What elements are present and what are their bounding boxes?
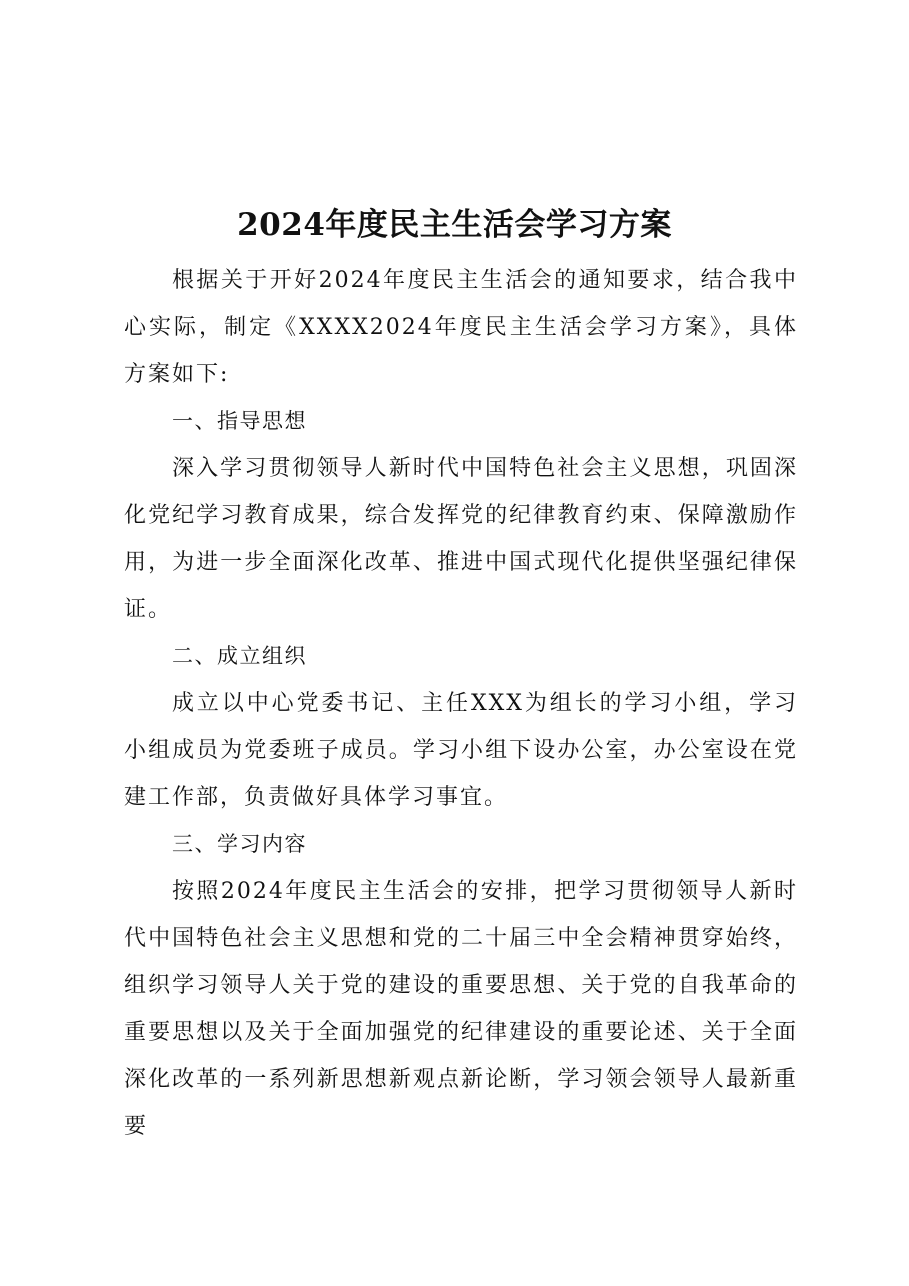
section-heading-guiding-ideology: 一、指导思想 [172,409,307,433]
section-body-guiding-ideology: 深入学习贯彻领导人新时代中国特色社会主义思想，巩固深化党纪学习教育成果，综合发挥党的纪律教育约束、保障激励作用，为进一步全面深化改革、推进中国式现代化提供坚强纪律保证。 [124,456,798,622]
document-body [124,257,798,1150]
section-body-study-content: 按照2024年度民主生活会的安排，把学习贯彻领导人新时代中国特色社会主义思想和党的二十届三中全会精神贯穿始终，组织学习领导人关于党的建设的重要思想、关于党的自我革命的重要思想以及关于全面加强党的纪律建设的重要论述、关于全面深化改革的一系列新思想新观点新论断，学习领会领导人最新重要 [124,879,798,1139]
section-body-organization: 成立以中心党委书记、主任XXX为组长的学习小组，学习小组成员为党委班子成员。学习小组下设办公室，办公室设在党建工作部，负责做好具体学习事宜。 [124,691,798,810]
section-heading-organization: 二、成立组织 [172,644,307,668]
document-title: 2024年度民主生活会学习方案 [237,206,672,243]
section-heading-study-content: 三、学习内容 [172,832,307,856]
intro-paragraph: 根据关于开好2024年度民主生活会的通知要求，结合我中心实际，制定《XXXX2024年度民主生活会学习方案》，具体方案如下: [124,268,798,387]
